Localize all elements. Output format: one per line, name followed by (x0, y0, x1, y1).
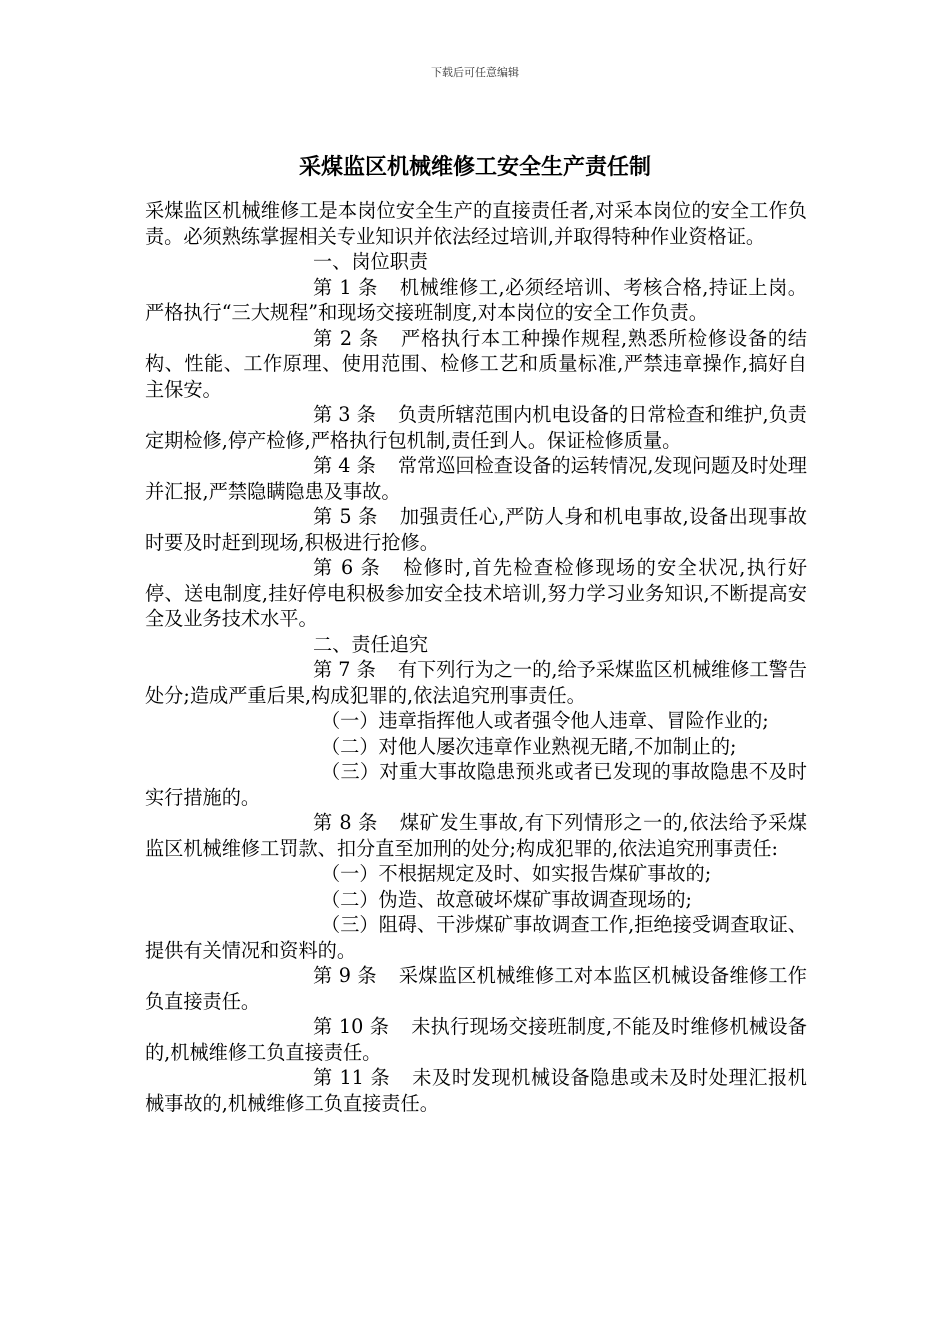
article-number: 第 6 条 (313, 556, 382, 579)
section-heading-liability: 二、责任追究 (313, 632, 429, 656)
article-text: 未执行现场交接班制度,不能及时维修机械设备的,机械维修工负直接责任。 (145, 1015, 807, 1064)
article-text: 加强责任心,严防人身和机电事故,设备出现事故时要及时赶到现场,积极进行抢修。 (145, 505, 807, 554)
article-text: 负责所辖范围内机电设备的日常检查和维护,负责定期检修,停产检修,严格执行包机制,责任到人。保证检修质量。 (145, 403, 807, 452)
section-heading-duties: 一、岗位职责 (313, 250, 429, 273)
article-8-item-3: （三）阻碍、干涉煤矿事故调查工作,拒绝接受调查取证、提供有关情况和资料的。 (145, 913, 807, 962)
article-9 (145, 963, 807, 1014)
article-7-item-1: （一）违章指挥他人或者强令他人违章、冒险作业的; (321, 709, 769, 732)
article-number: 第 10 条 (313, 1015, 390, 1038)
article-6 (145, 555, 807, 632)
article-number: 第 3 条 (313, 403, 376, 426)
article-number: 第 7 条 (313, 658, 376, 681)
article-5 (145, 504, 807, 555)
article-number: 第 11 条 (313, 1066, 391, 1089)
article-number: 第 5 条 (313, 505, 378, 528)
article-7-item-2: （二）对他人屡次违章作业熟视无睹,不加制止的; (321, 734, 737, 758)
article-7 (145, 657, 807, 708)
article-number: 第 9 条 (313, 964, 377, 987)
article-text: 检修时,首先检查检修现场的安全状况,执行好停、送电制度,挂好停电积极参加安全技术培训,努力学习业务知识,不断提高安全及业务技术水平。 (145, 556, 808, 630)
article-8-item-2: （二）伪造、故意破坏煤矿事故调查现场的; (321, 887, 693, 911)
article-text: 严格执行本工种操作规程,熟悉所检修设备的结构、性能、工作原理、使用范围、检修工艺和质量标准,严禁违章操作,搞好自主保安。 (145, 326, 807, 401)
article-11 (145, 1065, 807, 1116)
article-4 (145, 453, 807, 504)
article-number: 第 1 条 (313, 275, 378, 299)
article-8 (145, 810, 807, 861)
article-text: 未及时发现机械设备隐患或未及时处理汇报机械事故的,机械维修工负直接责任。 (145, 1066, 807, 1115)
page-title: 采煤监区机械维修工安全生产责任制 (298, 154, 651, 180)
article-3 (145, 402, 807, 453)
article-7-item-3: （三）对重大事故隐患预兆或者已发现的事故隐患不及时实行措施的。 (145, 760, 807, 809)
header-note: 下载后可任意编辑 (431, 66, 519, 79)
article-8-item-1: （一）不根据规定及时、如实报告煤矿事故的; (321, 862, 712, 885)
article-text: 采煤监区机械维修工对本监区机械设备维修工作负直接责任。 (145, 964, 807, 1013)
article-10 (145, 1014, 807, 1065)
document-body (145, 198, 807, 1116)
article-number: 第 8 条 (313, 811, 378, 834)
article-text: 机械维修工,必须经培训、考核合格,持证上岗。严格执行“三大规程”和现场交接班制度,对本岗位的安全工作负责。 (145, 275, 807, 324)
intro-paragraph: 采煤监区机械维修工是本岗位安全生产的直接责任者,对采本岗位的安全工作负责。必须熟练掌握相关专业知识并依法经过培训,并取得特种作业资格证。 (145, 199, 807, 248)
article-text: 煤矿发生事故,有下列情形之一的,依法给予采煤监区机械维修工罚款、扣分直至加刑的处分;构成犯罪的,依法追究刑事责任: (145, 811, 807, 860)
article-number: 第 2 条 (313, 326, 380, 350)
article-text: 常常巡回检查设备的运转情况,发现问题及时处理并汇报,严禁隐瞒隐患及事故。 (145, 454, 807, 503)
article-2 (145, 326, 807, 403)
article-number: 第 4 条 (313, 454, 376, 477)
article-1 (145, 275, 807, 326)
article-text: 有下列行为之一的,给予采煤监区机械维修工警告处分;造成严重后果,构成犯罪的,依法追究刑事责任。 (145, 658, 807, 707)
